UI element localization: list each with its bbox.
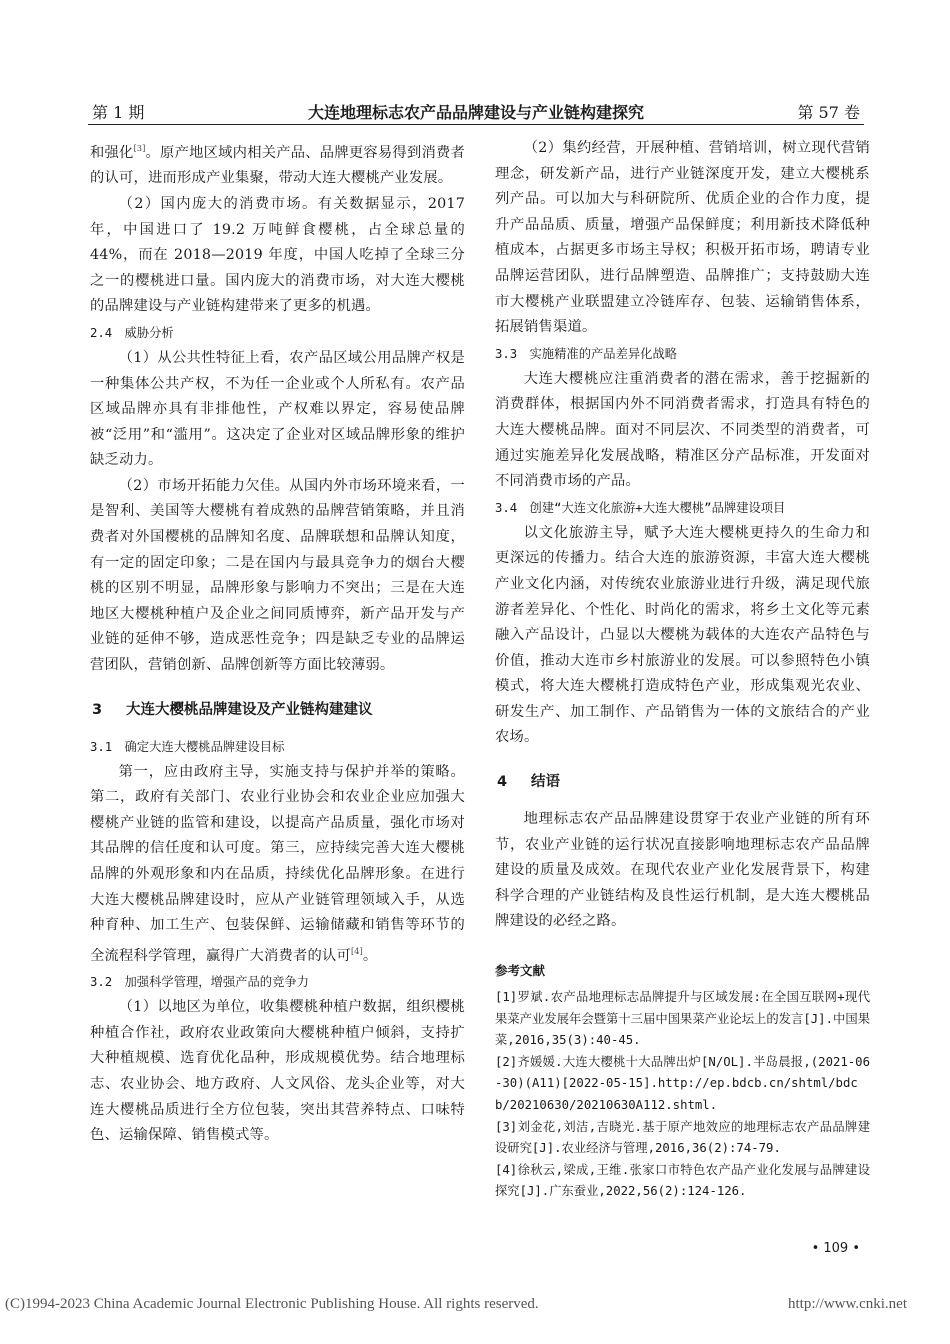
citation-ref[interactable]: [4] — [350, 946, 363, 956]
cnki-footer — [5, 1296, 908, 1313]
cnki-link[interactable]: http://www.cnki.net — [788, 1296, 908, 1312]
subsection-heading: 3.3 实施精准的产品差异化战略 — [495, 346, 678, 361]
citation-ref[interactable]: [3] — [133, 144, 146, 153]
subsection-heading: 3.4 创建“大连文化旅游+大连大樱桃”品牌建设项目 — [495, 500, 786, 515]
paragraph: （1）以地区为单位，收集樱桃种植户数据，组织樱桃种植合作社，政府农业政策向大樱桃种植户倾斜，支持扩大种植规模、选育优化品种，形成规模优势。结合地理标志、农业协会、地方政府、人文风俗、龙头企业等，对大连大樱桃品质进行全方位包装，突出其营养特点、口味特色、运输保障、销售模式等。 — [90, 999, 465, 1144]
running-header — [88, 96, 864, 125]
references-title: 参考文献 — [495, 963, 546, 979]
reference-item: [2]齐媛媛.大连大樱桃十大品牌出炉[N/OL].半岛晨报,(2021-06-30)(A11)[2022-05-15].http://ep.bdcb.cn/shtml/bdcb/20210630/20210630A112.shtml. — [495, 1054, 870, 1112]
right-column — [495, 136, 870, 1203]
paragraph: （2）市场开拓能力欠佳。从国内外市场环境来看，一是智利、美国等大樱桃有着成熟的品牌营销策略，并且消费者对外国樱桃的品牌知名度、品牌联想和品牌认知度，有一定的固定印象；二是在国内与最具竞争力的烟台大樱桃的区别不明显，品牌形象与影响力不突出；三是在大连地区大樱桃种植户及企业之间同质博弈，新产品开发与产业链的延伸不够，造成恶性竞争；四是缺乏专业的品牌运营团队，营销创新、品牌创新等方面比较薄弱。 — [90, 477, 465, 674]
page-number: • 109 • — [811, 1241, 860, 1256]
section-heading: 4 结语 — [497, 774, 560, 791]
paragraph: 第一，应由政府主导，实施支持与保护并举的策略。第二，政府有关部门、农业行业协会和农业企业应加强大樱桃产业链的监管和建设，以提高产品质量，强化市场对其品牌的信任度和认可度。第三，应持续完善大连大樱桃品牌的外观形象和内在品质，持续优化品牌形象。在进行大连大樱桃品牌建设时，应从产业链管理领域入手，从选种育种、加工生产、包装保鲜、运输储藏和销售等环节的全流程科学管理，赢得广大消费者的认可[4]。 — [90, 763, 465, 964]
copyright-notice: (C)1994-2023 China Academic Journal Electronic Publishing House. All rights reserved. — [5, 1296, 539, 1312]
issue-number: 第 1 期 — [92, 103, 145, 122]
paragraph: （1）从公共性特征上看，农产品区域公用品牌产权是一种集体公共产权，不为任一企业或个人所私有。农产品区域品牌亦具有非排他性，产权难以界定，容易使品牌被“泛用”和“滥用”。这决定了企业对区域品牌形象的维护缺乏动力。 — [90, 349, 465, 469]
paragraph: （2）集约经营，开展种植、营销培训，树立现代营销理念，研发新产品，进行产业链深度开发，建立大樱桃系列产品。可以加大与科研院所、优质企业的合作力度，提升产品品质、质量，增强产品保鲜度；利用新技术降低种植成本，占据更多市场主导权；积极开拓市场，聘请专业品牌运营团队，进行品牌塑造、品牌推广；支持鼓励大连市大樱桃产业联盟建立冷链库存、包装、运输销售体系，拓展销售渠道。 — [495, 140, 870, 336]
reference-item: [3]刘金花,刘洁,吉晓光.基于原产地效应的地理标志农产品品牌建设研究[J].农业经济与管理,2016,36(2):74-79. — [495, 1119, 870, 1156]
reference-item: [1]罗斌.农产品地理标志品牌提升与区域发展:在全国互联网+现代果菜产业发展年会暨第十三届中国果菜产业论坛上的发言[J].中国果菜,2016,35(3):40-45. — [495, 990, 870, 1048]
article-title: 大连地理标志农产品品牌建设与产业链构建探究 — [307, 103, 644, 122]
paragraph: 和强化[3]。原产地区域内相关产品、品牌更容易得到消费者的认可，进而形成产业集聚，带动大连大樱桃产业发展。 — [90, 144, 465, 187]
left-column — [90, 136, 465, 1149]
subsection-heading: 2.4 威胁分析 — [90, 325, 174, 340]
subsection-heading: 3.2 加强科学管理，增强产品的竞争力 — [90, 975, 309, 990]
reference-item: [4]徐秋云,梁成,王维.张家口市特色农产品产业化发展与品牌建设探究[J].广东蚕业,2022,56(2):124-126. — [495, 1162, 870, 1199]
paragraph: 地理标志农产品品牌建设贯穿于农业产业链的所有环节，农业产业链的运行状况直接影响地理标志农产品品牌建设的质量及成效。在现代农业产业化发展背景下，构建科学合理的产业链结构及良性运行机制，是大连大樱桃品牌建设的必经之路。 — [495, 811, 870, 930]
paragraph: 大连大樱桃应注重消费者的潜在需求，善于挖掘新的消费群体，根据国内外不同消费者需求，打造具有特色的大连大樱桃品牌。面对不同层次、不同类型的消费者，可通过实施差异化发展战略，精准区分产品标准，开发面对不同消费市场的产品。 — [495, 370, 870, 490]
section-heading: 3 大连大樱桃品牌建设及产业链构建建议 — [92, 701, 373, 718]
paragraph: 以文化旅游主导，赋予大连大樱桃更持久的生命力和更深远的传播力。结合大连的旅游资源，丰富大连大樱桃产业文化内涵，对传统农业旅游业进行升级，满足现代旅游者差异化、个性化、时尚化的需求，将乡土文化等元素融入产品设计，凸显以大樱桃为载体的大连农产品特色与价值，推动大连市乡村旅游业的发展。可以参照特色小镇模式，将大连大樱桃打造成特色产业，形成集观光农业、研发生产、加工制作、产品销售为一体的文旅结合的产业农场。 — [495, 524, 870, 746]
subsection-heading: 3.1 确定大连大樱桃品牌建设目标 — [90, 739, 285, 754]
volume-number: 第 57 卷 — [797, 103, 860, 122]
paragraph: （2）国内庞大的消费市场。有关数据显示，2017 年，中国进口了 19.2 万吨鲜食樱桃，占全球总量的 44%，而在 2018—2019 年度，中国人吃掉了全球三分之一的樱桃进口量。国内庞大的消费市场，对大连大樱桃的品牌建设与产业链构建带来了更多的机遇。 — [90, 195, 465, 315]
